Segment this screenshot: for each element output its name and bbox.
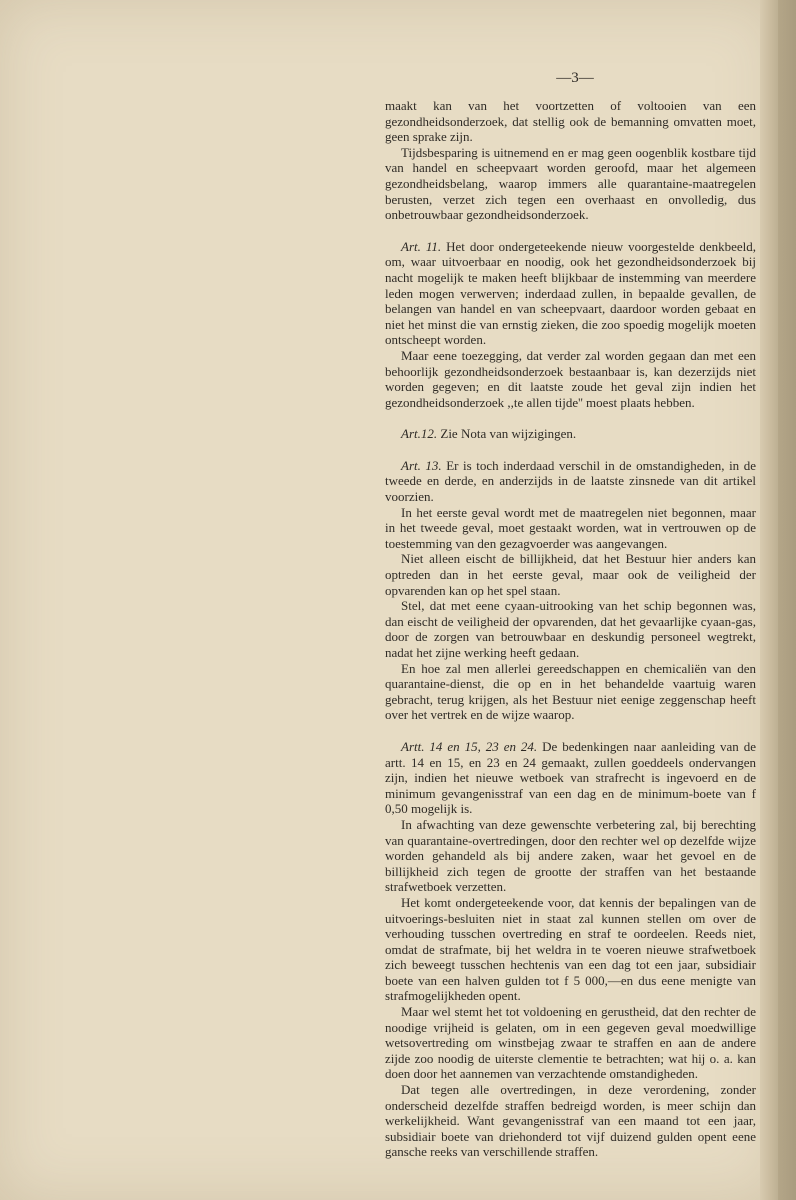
article-11-label: Art. 11. (401, 238, 442, 254)
page-fold-shadow (760, 0, 778, 1200)
article-13-paragraph-4: Stel, dat met eene cyaan-uitrooking van het schip begonnen was, dan eischt de veiligheid der opvarenden, dat het gevaarlijke cyaan-gas, door de zorgen van betrouwbaar en deskundig personeel wegtrekt, nadat het zijne werking heeft gedaan. (385, 598, 756, 660)
page-number: —3— (556, 70, 594, 86)
intro-paragraph-2: Tijdsbesparing is uitnemend en er mag geen oogenblik kostbare tijd van handel en scheepvaart worden geroofd, maar het algemeen gezondheidsbelang, waarop immers alle quarantaine-maatregelen berusten, verzet zich tegen een overhaast en onvolledig, dus onbetrouwbaar gezondheidsonderzoek. (385, 144, 756, 223)
article-13-section (385, 458, 756, 723)
article-12-text: Zie Nota van wijzigingen. (440, 426, 577, 442)
article-13-paragraph-5: En hoe zal men allerlei gereedschappen en chemicaliën van den quarantaine-dienst, die op en in het behandelde vaartuig waren gebracht, terug krijgen, als het Bestuur niet eenige zeggenschap heeft over het vertrek en de wijze waarop. (385, 660, 756, 723)
intro-paragraph-1: maakt kan van het voortzetten of voltooien van een gezondheidsonderzoek, dat stellig ook de bemanning omvatten moet, geen sprake zijn. (385, 98, 756, 145)
article-13-text-1: Er is toch inderdaad verschil in de omstandigheden, in de tweede en derde, en anderzijds in de laatste zinsnede van dit artikel voorzien. (385, 457, 756, 505)
article-11-section (385, 239, 756, 411)
article-13-paragraph-2: In het eerste geval wordt met de maatregelen niet begonnen, maar in het tweede geval, moet gestaakt worden, wat in vertrouwen op de toestemming van den gezagvoerder was aangevangen. (385, 504, 756, 551)
article-12-section (385, 426, 756, 442)
articles-14-paragraph-2: In afwachting van deze gewenschte verbetering zal, bij berechting van quarantaine-overtredingen, door den rechter wel op dezelfde wijze worden gehandeld als bij andere zaken, waar het gevoel en de billijkheid zich tegen de grootte der straffen van het bestaande strafwetboek verzetten. (385, 816, 756, 895)
articles-14-text-1: De bedenkingen naar aanleiding van de artt. 14 en 15, en 23 en 24 gemaakt, zullen goeddeels ondervangen zijn, indien het nieuwe wetboek van strafrecht is ingevoerd en de minimum gevangenisstraf van een dag en de minimum-boete van f 0,50 mogelijk is. (385, 738, 757, 817)
articles-14-paragraph-1 (385, 739, 756, 817)
article-13-label: Art. 13. (401, 457, 442, 473)
articles-14-label: Artt. 14 en 15, 23 en 24. (401, 738, 538, 754)
article-11-paragraph-1 (385, 239, 756, 348)
article-13-paragraph-1 (385, 458, 756, 505)
article-13-paragraph-3: Niet alleen eischt de billijkheid, dat het Bestuur hier anders kan optreden dan in het eerste geval, maar ook de veiligheid der opvarenden kan op het spel staan. (385, 551, 756, 598)
articles-14-paragraph-3: Het komt ondergeteekende voor, dat kennis der bepalingen van de uitvoerings-besluiten niet in staat zal kunnen stellen om over de verhouding tusschen overtreding en straf te oordeelen. Reeds niet, omdat de strafmate, bij het weldra in te voeren nieuwe strafwetboek zich beweegt tusschen hechtenis van een dag tot een jaar, subsidiair boete van een halven gulden tot f 5 000,—en dus eene menigte van strafmogelijkheden opent. (385, 894, 756, 1004)
articles-14-paragraph-5: Dat tegen alle overtredingen, in deze verordening, zonder onderscheid dezelfde straffen bedreigd worden, is meer schijn dan werkelijkheid. Want gevangenisstraf van een maand tot een jaar, subsidiair boete van driehonderd tot vijf duizend gulden opent eene gansche reeks van verschillende straffen. (385, 1082, 756, 1160)
articles-14-paragraph-4: Maar wel stemt het tot voldoening en gerustheid, dat den rechter de noodige vrijheid is gelaten, om in een gegeven geval moedwillige wetsovertreding om winstbejag zwaar te straffen en aan de andere zijde zoo noodig de uiterste clementie te betrachten; wat hij o. a. kan doen door het aannemen van verzachtende omstandigheden. (385, 1004, 756, 1082)
article-11-text-1: Het door ondergeteekende nieuw voorgestelde denkbeeld, om, waar uitvoerbaar en noodig, ook het gezondheidsonderzoek bij nacht mogelijk te maken heeft blijkbaar de instemming van meerdere leden mogen verwerven; inderdaad zullen, in bepaalde gevallen, de belangen van handel en van scheepvaart, daardoor worden gebaat en niet het minst die van ernstig zieken, die zoo spoedig mogelijk moeten ontscheept worden. (385, 238, 756, 348)
articles-14-15-23-24-section (385, 739, 756, 1160)
article-12-label: Art.12. (401, 426, 438, 442)
document-body (385, 98, 756, 1160)
page-edge (778, 0, 796, 1200)
article-12-paragraph (385, 426, 756, 442)
article-11-paragraph-2: Maar eene toezegging, dat verder zal worden gegaan dan met een behoorlijk gezondheidsonderzoek bestaanbaar is, kan dezerzijds niet worden gegeven; en dit laatste zoude het geval zijn indien het gezondheidsonderzoek ,,te allen tijde'' moest plaats hebben. (385, 347, 756, 410)
